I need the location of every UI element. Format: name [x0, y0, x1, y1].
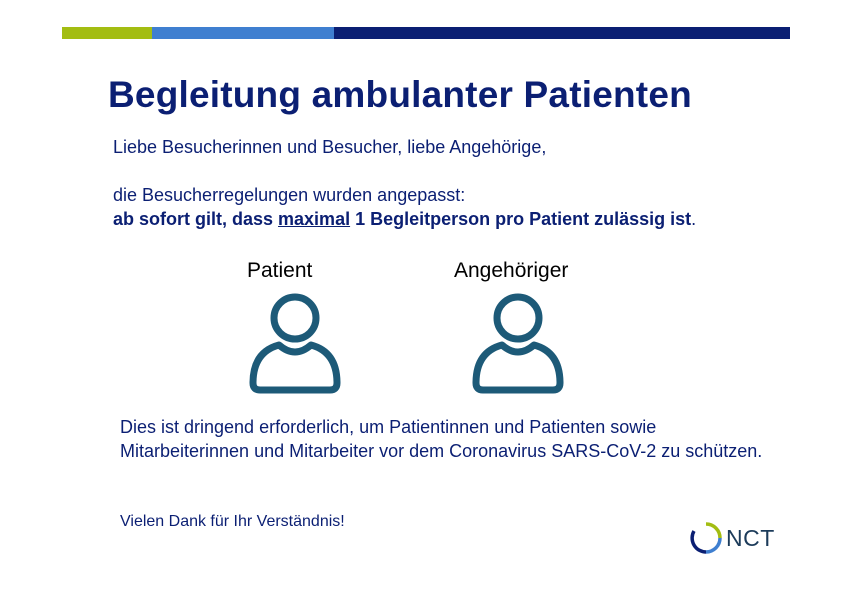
relative-label: Angehöriger	[454, 259, 569, 282]
header-bar-green-segment	[62, 27, 152, 39]
rule-statement	[113, 207, 696, 231]
header-bar-blue-segment	[152, 27, 334, 39]
rule-statement-emphasis: maximal	[278, 209, 351, 229]
header-color-bar	[62, 27, 790, 39]
nct-logo-ring-icon	[690, 521, 722, 555]
thanks-text: Vielen Dank für Ihr Verständnis!	[120, 513, 345, 530]
rule-intro-text: die Besucherregelungen wurden angepasst:	[113, 185, 466, 205]
rule-statement-post: 1 Begleitperson pro Patient zulässig ist	[350, 209, 692, 229]
necessity-text: Dies ist dringend erforderlich, um Patientinnen und Patienten sowie Mitarbeiterinnen und Mitarbeiter vor dem Coronavirus SARS-CoV-2 zu schützen.	[120, 417, 763, 461]
page-title: Begleitung ambulanter Patienten	[108, 74, 692, 115]
nct-logo	[690, 521, 775, 555]
nct-logo-text: NCT	[726, 524, 775, 551]
patient-label: Patient	[247, 259, 313, 282]
greeting-text: Liebe Besucherinnen und Besucher, liebe Angehörige,	[113, 137, 547, 157]
person-icon	[468, 292, 568, 396]
header-bar-navy-segment	[334, 27, 790, 39]
person-icon	[245, 292, 345, 396]
rule-statement-period: .	[691, 209, 697, 229]
rule-statement-pre: ab sofort gilt, dass	[113, 209, 279, 229]
